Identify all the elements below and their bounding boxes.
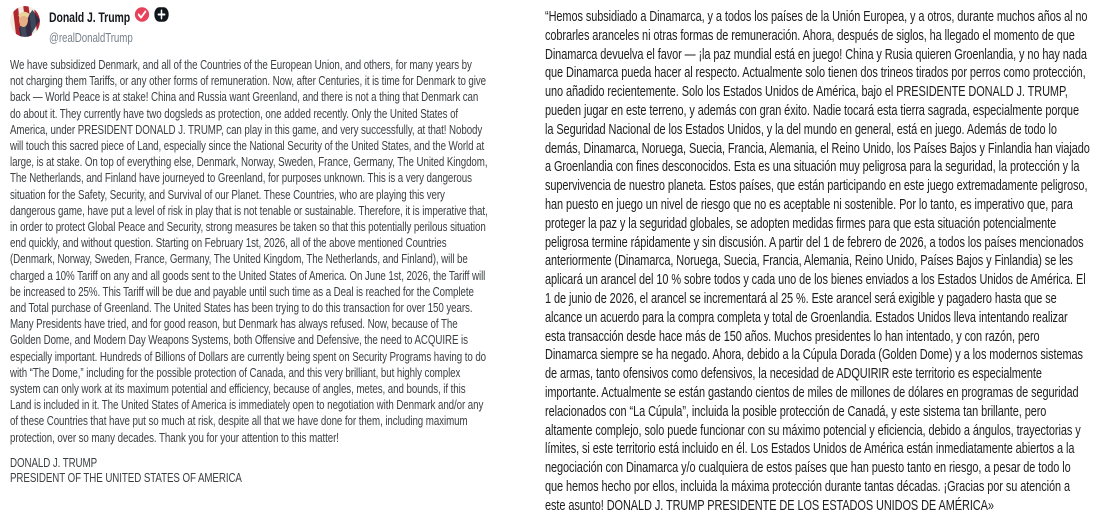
avatar-flag-image: [10, 6, 40, 37]
translation-panel: [545, 8, 1090, 516]
plus-badge-icon: [154, 7, 169, 27]
verified-badge-icon: [135, 7, 150, 27]
signature-name: DONALD J. TRUMP: [10, 454, 97, 470]
author-name[interactable]: Donald J. Trump: [49, 9, 131, 25]
signature-title: PRESIDENT OF THE UNITED STATES OF AMERICA: [10, 470, 242, 486]
author-block: [49, 6, 169, 45]
avatar[interactable]: [10, 6, 40, 37]
translation-text: “Hemos subsidiado a Dinamarca, y a todos los países de la Unión Europea, y a otros, durante muchos años al no cobrarles aranceles ni otras formas de remuneración. Ahora, después de siglos, ha llegado el momento de que Dinamarca devuelva el favor — ¡la paz mundial está en juego! China y Rusia quieren Groenlandia, y no hay nada que Dinamarca pueda hacer al respecto. Actualmente solo tienen dos trineos tirados por perros como protección, uno añadido recientemente. Solo los Estados Unidos de América, bajo el PRESIDENTE DONALD J. TRUMP, pueden jugar en este terreno, y además con gran éxito. Nadie tocará esta tierra sagrada, especialmente porque la Seguridad Nacional de los Estados Unidos, y la del mundo en general, está en juego. Además de todo lo demás, Dinamarca, Noruega, Suecia, Francia, Alemania, el Reino Unido, los Países Bajos y Finlandia han viajado a Groenlandia con fines desconocidos. Esta es una situación muy peligrosa para la seguridad, la protección y la supervivencia de nuestro planeta. Estos países, que están participando en este juego extremadamente peligroso, han puesto en juego un nivel de riesgo que no es aceptable ni sostenible. Por lo tanto, es imperativo que, para proteger la paz y la seguridad globales, se adopten medidas firmes para que esta situación potencialmente peligrosa termine rápidamente y sin discusión. A partir del 1 de febrero de 2026, a todos los países mencionados anteriormente (Dinamarca, Noruega, Suecia, Francia, Alemania, Reino Unido, Países Bajos y Finlandia) se les aplicará un arancel del 10 % sobre todos y cada uno de los bienes enviados a los Estados Unidos de América. El 1 de junio de 2026, el arancel se incrementará al 25 %. Este arancel será exigible y pagadero hasta que se alcance un acuerdo para la compra completa y total de Groenlandia. Estados Unidos lleva intentando realizar esta transacción desde hace más de 150 años. Muchos presidentes lo han intentado, y con razón, pero Dinamarca siempre se ha negado. Ahora, debido a la Cúpula Dorada (Golden Dome) y a los modernos sistemas de armas, tanto ofensivos como defensivos, la necesidad de ADQUIRIR este territorio es especialmente importante. Actualmente se están gastando cientos de miles de millones de dólares en programas de seguridad relacionados con “La Cúpula”, incluida la posible protección de Canadá, y este sistema tan brillante, pero altamente complejo, solo puede funcionar con su máximo potencial y eficiencia, debido a ángulos, trayectorias y límites, si este territorio está incluido en él. Los Estados Unidos de América están inmediatamente abiertos a la negociación con Dinamarca y/o cualquiera de estos países que han puesto tanto en riesgo, a pesar de todo lo que hemos hecho por ellos, incluida la máxima protección durante tantas décadas. ¡Gracias por su atención a este asunto! DONALD J. TRUMP PRESIDENTE DE LOS ESTADOS UNIDOS DE AMÉRICA»: [545, 9, 1090, 514]
author-handle[interactable]: @realDonaldTrump: [49, 30, 133, 45]
post-body-text: We have subsidized Denmark, and all of the Countries of the European Union, and others, for many years by not charging them Tariffs, or any other forms of remuneration. Now, after Centuries, it is time for Denmark to give back — World Peace is at stake! China and Russia want Greenland, and there is not a thing that Denmark can do about it. They currently have two dogsleds as protection, one added recently. Only the United States of America, under PRESIDENT DONALD J. TRUMP, can play in this game, and very successfully, at that! Nobody will touch this sacred piece of Land, especially since the National Security of the United States, and the World at large, is at stake. On top of everything else, Denmark, Norway, Sweden, France, Germany, The United Kingdom, The Netherlands, and Finland have journeyed to Greenland, for purposes unknown. This is a very dangerous situation for the Safety, Security, and Survival of our Planet. These Countries, who are playing this very dangerous game, have put a level of risk in play that is not tenable or sustainable. Therefore, it is imperative that, in order to protect Global Peace and Security, strong measures be taken so that this potentially perilous situation end quickly, and without question. Starting on February 1st, 2026, all of the above mentioned Countries (Denmark, Norway, Sweden, France, Germany, The United Kingdom, The Netherlands, and Finland), will be charged a 10% Tariff on any and all goods sent to the United States of America. On June 1st, 2026, the Tariff will be increased to 25%. This Tariff will be due and payable until such time as a Deal is reached for the Complete and Total purchase of Greenland. The United States has been trying to do this transaction for over 150 years. Many Presidents have tried, and for good reason, but Denmark has always refused. Now, because of The Golden Dome, and Modern Day Weapons Systems, both Offensive and Defensive, the need to ACQUIRE is especially important. Hundreds of Billions of Dollars are currently being spent on Security Programs having to do with “The Dome,” including for the possible protection of Canada, and this very brilliant, but highly complex system can only work at its maximum potential and efficiency, because of angles, metes, and bounds, if this Land is included in it. The United States of America is immediately open to negotiation with Denmark and/or any of these Countries that have put so much at risk, despite all that we have done for them, including maximum protection, over so many decades. Thank you for your attention to this matter!: [10, 57, 488, 445]
social-post: [10, 6, 502, 486]
post-header: [10, 6, 502, 45]
author-name-row: [49, 7, 169, 27]
